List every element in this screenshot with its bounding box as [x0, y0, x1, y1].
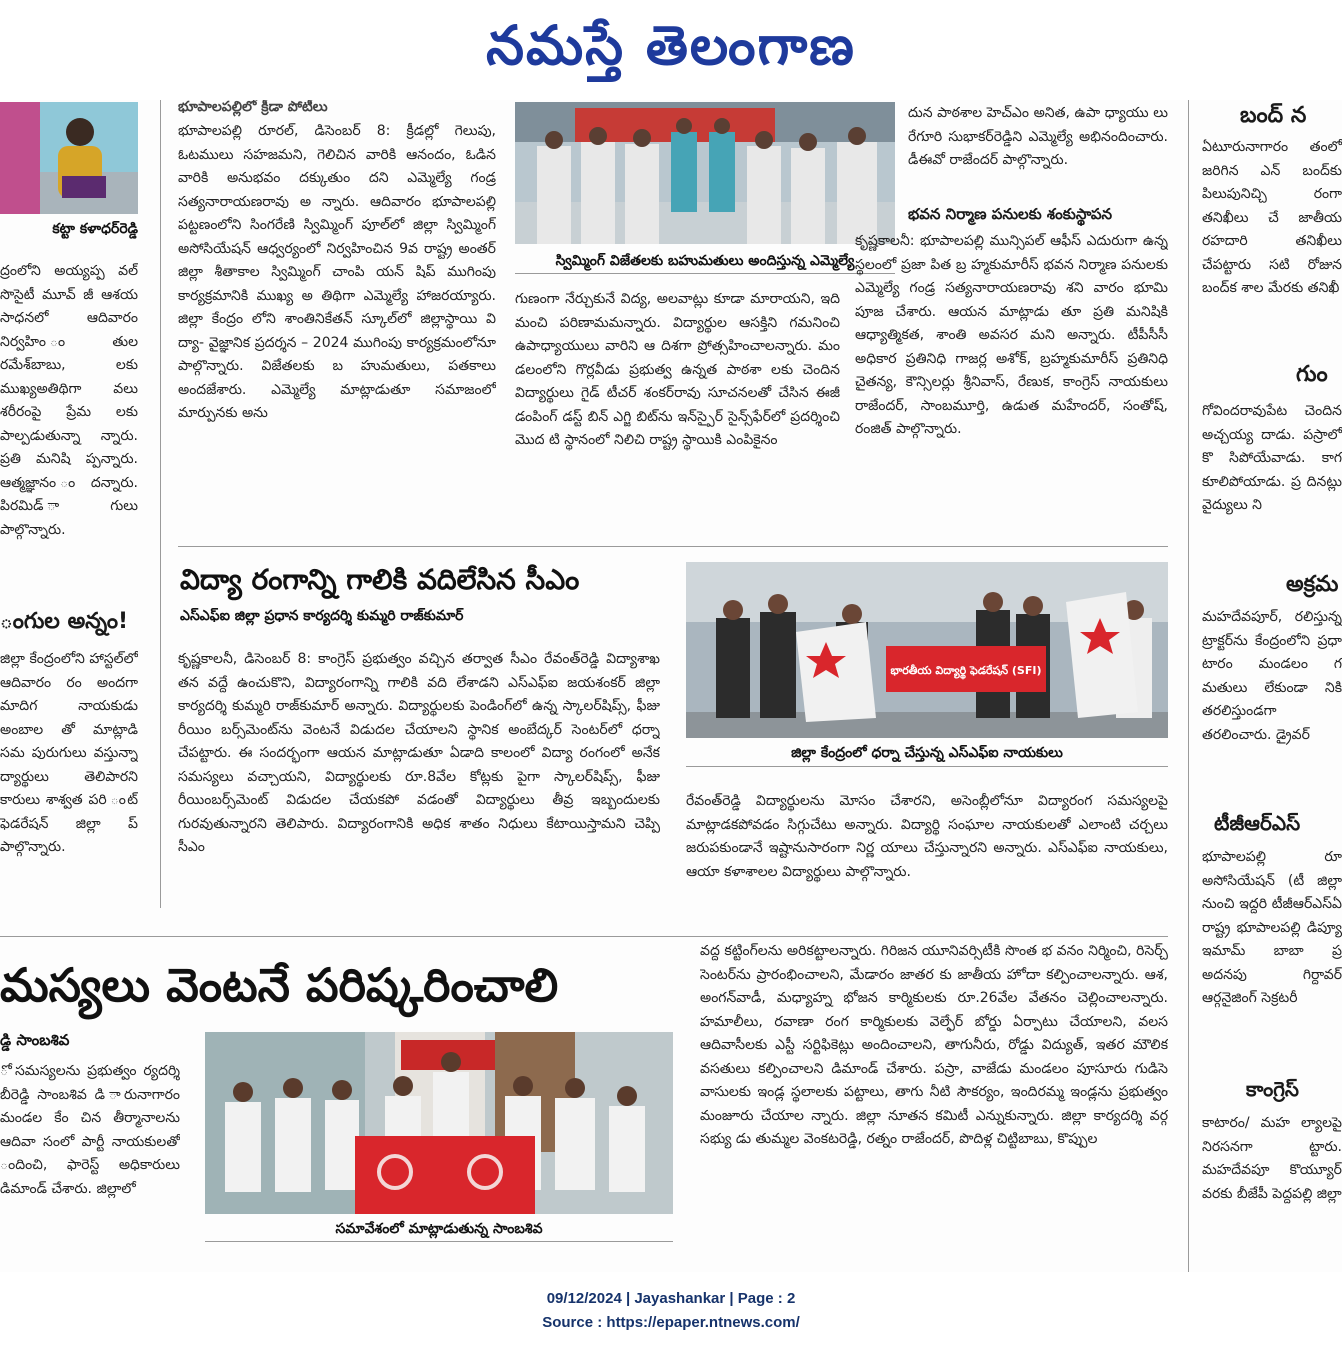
- story3-body-right: వద్ద కట్టింగ్‌లను అరికట్టాలన్నారు. గిరిజన యూనివర్సిటీకి సొంత భ వనం నిర్మించి, రిసెర్చ్ సెంటర్‌ను ప్రారంభించాలని, మేడారం జాతర కు జాతీయ హోదా కల్పించాలన్నారు. ఆశ, అంగన్‌వాడీ, మధ్యాహ్న భోజన కార్మికులకు రూ.26వేల వేతనం చెల్లించాలన్నారు. హమాలీలు, రవాణా రంగ కార్మికులకు వెల్ఫేర్ బోర్డు ఏర్పాటు చేయాలని, వలస ఆదివాసీలకు ఎస్టీ సర్టిఫికెట్లు అందించాలని, తాగునీరు, రోడ్డు విద్యుత్, ఇతర మౌలిక వసతులు కల్పించాలని డిమాండ్ చేశారు. పస్రా, వాజేడు మండలం పూసూరు గుడిసె వాసులకు ఇండ్ల స్థలాలకు పట్టాలు, తాగు నీటి సౌకర్యం, ఇందిరమ్మ ఇండ్లను ప్రభుత్వం మంజూరు చేయాల న్నారు. జిల్లా నూతన కమిటీ ఎన్నుకున్నారు. జిల్లా కార్యదర్శి వర్గ సభ్యు డు తుమ్మల వెంకటరెడ్డి, రత్నం రాజేందర్, పొదిళ్ల చిట్టిబాబు, కొప్పుల: [700, 943, 1168, 1147]
- cpi-meeting-photo: [205, 1032, 673, 1214]
- swimming-photo-caption: స్విమ్మింగ్ విజేతలకు బహుమతులు అందిస్తున్న ఎమ్మెల్యే: [555, 253, 855, 269]
- right-headline-3: అక్రమ: [1286, 572, 1339, 597]
- swimming-award-photo: [515, 102, 895, 244]
- story2-body: కృష్ణకాలనీ, డిసెంబర్ 8: కాంగ్రెస్ ప్రభుత్వం వచ్చిన తర్వాత సీఎం రేవంత్‌రెడ్డి విద్యాశాఖ తన వద్దే ఉంచుకొని, విద్యారంగాన్ని గాలికి వది లేశాడని ఎస్ఎఫ్ఐ జయశంకర్ జిల్లా కార్యదర్శి కుమ్మరి రాజ్‌కుమార్ అన్నారు. విద్యార్థులకు పెండింగ్‌లో ఉన్న స్కాలర్‌షిప్స్, ఫీజు రీయిం బర్స్‌మెంట్‌ను వెంటనే విడుదల చేయాలని స్థానిక అంబేద్కర్ సెంటర్‌లో ధర్నా చేపట్టారు. ఈ సందర్భంగా ఆయన మాట్లాడుతూ ఏడాది కాలంలో విద్యా రంగంలో అనేక సమస్యలు వచ్చాయని, విద్యార్థులకు రూ.8వేల కోట్లకు పైగా స్కాలర్‌షిప్స్, ఫీజు రీయింబర్స్‌మెంట్ విడుదల చేయకపో వడంతో విద్యార్థులు తీవ్ర ఇబ్బందులకు గురవుతున్నారని తెలిపారు. విద్యారంగానికి అధిక శాతం నిధులు కేటాయిస్తామని చెప్పి సీఎం: [178, 651, 660, 855]
- caption-underline: [686, 766, 1168, 767]
- story3-headline: మస్యలు వెంటనే పరిష్కరించాలి: [0, 958, 559, 1012]
- caption-underline: [515, 273, 895, 274]
- right-story-1: ఏటూరునాగారం తంలో జరిగిన ఎన్ బంద్‌కు పిలుపునిచ్చి రంగా తనిఖీలు చే జాతీయ రహదారి తనిఖీలు చేపట్టారు సటి రోజున బంద్‌క శాల మేరకు తనిఖీ: [1202, 139, 1342, 296]
- right-headline-2: గుం: [1296, 362, 1328, 387]
- column-rule: [160, 100, 161, 908]
- right-story-5: కాటారం/ మహ ల్యాలపై నిరసనగా ట్టారు. మహదేవపూ కొయ్యూర్ వరకు బీజేపీ పెద్దపల్లి జిల్లా: [1202, 1115, 1342, 1202]
- story-divider: [178, 546, 1168, 547]
- left-story-body: ద్రంలోని అయ్యప్ప వల్ సొసైటీ మూవ్ జీ ఆశయ సాధనలో ఆదివారం నిర్వహిం ంతుల రమేశ్‌బాబు, లకు ముఖ్యఅతిథిగా వలు శరీరంపై ప్రేమ లకు పాల్పడుతున్నా న్నారు. ప్రతి మనిషి ప్పన్నారు. ఆత్మజ్ఞానం ందన్నారు. పిరమిడ్ ాగులు పాల్గొన్నారు.: [0, 263, 138, 538]
- column-rule: [1188, 100, 1189, 1272]
- award-ceremony-image: [515, 102, 895, 244]
- cpi-hammer-sickle-flag-icon: [355, 1136, 535, 1214]
- story1-body: భూపాలపల్లి రూరల్, డిసెంబర్ 8: క్రీడల్లో గెలుపు, ఓటములు సహజమని, గెలిచిన వారికి ఆనందం, ఓడిన వారికి అనుభవం దక్కుతుం దని ఎమ్మెల్యే గండ్ర సత్యనారాయణరావు అ న్నారు. ఆదివారం భూపాలపల్లి పట్టణంలోని సింగరేణి స్విమ్మింగ్ పూల్‌లో జిల్లా స్విమ్మింగ్ అసోసియేషన్ ఆధ్వర్యంలో నిర్వహించిన 9వ రాష్ట్ర అంతర్ జిల్లా శీతాకాల స్విమ్మింగ్ చాంపి యన్ షిప్ ముగింపు కార్యక్రమానికి ముఖ్య అ తిథిగా ఎమ్మెల్యే హాజరయ్యారు. జిల్లా కేంద్రం లోని శాంతినికేతన్ స్కూల్‌లో జిల్లాస్థాయి వి ద్యా- వైజ్ఞానిక ప్రదర్శన – 2024 ముగింపు కార్యక్రమంలోనూ పాల్గొన్నారు. విజేతలకు బ హుమతులు, పతకాలు అందజేశారు. ఎమ్మెల్యే మాట్లాడుతూ సమాజంలో మార్పునకు అను: [178, 123, 496, 421]
- story2-body-continued: రేవంత్‌రెడ్డి విద్యార్థులను మోసం చేశారని, అసెంబ్లీలోనూ విద్యారంగ సమస్యలపై మాట్లాడకపోవడం సిగ్గుచేటు అన్నారు. విద్యార్థి సంఘాల నాయకులతో ఎలాంటి చర్చలు జరుపకుండానే ఇష్టానుసారంగా నిర్ణ యాలు చేస్తున్నారని అన్నారు. ఎస్ఎఫ్ఐ నాయకులు, ఆయా కళాశాలల విద్యార్థులు పాల్గొన్నారు.: [686, 793, 1168, 880]
- right-headline-1: బంద్ న: [1240, 103, 1307, 128]
- portrait-image: [0, 102, 138, 214]
- right-story-3: మహదేవపూర్, రలిస్తున్న ట్రాక్టర్‌ను కేంద్రంలోని ప్రధా టారం మండలం గ మతులు లేకుండా నికి తరలిస్తుండగా తరలించారు. డ్రైవర్: [1202, 609, 1342, 743]
- left-story2-body: జిల్లా కేంద్రంలోని హాస్టల్‌లో ఆదివారం రం అందగా మాదిగ నాయకుడు అంబాల తో మాట్లాడి సమ పురుగులు వస్తున్నా ద్యార్థులు తెలిపారని కారులు శాశ్వత పరి ంట్ ఫెడరేషన్ జిల్లా ప్ పాల్గొన్నారు.: [0, 651, 138, 855]
- protest-banner-text: భారతీయ విద్యార్థి ఫెడరేషన్ (SFI): [890, 664, 1042, 677]
- story2-subhead: ఎస్ఎఫ్ఐ జిల్లా ప్రధాన కార్యదర్శి కుమ్మరి రాజ్‌కుమార్: [180, 608, 464, 624]
- left-photo-caption: కట్టా కళాధర్‌రెడ్డి: [52, 221, 138, 237]
- footer-edition-info: 09/12/2024 | Jayashankar | Page : 2: [546, 1290, 796, 1307]
- right-headline-5: కాంగ్రెస్: [1246, 1077, 1299, 1101]
- footer-source-link[interactable]: Source : https://epaper.ntnews.com/: [542, 1314, 800, 1331]
- story1-kicker: భూపాలపల్లిలో క్రీడా పోటీలు: [178, 100, 328, 115]
- story1-subhead: భవన నిర్మాణ పనులకు శంకుస్థాపన: [908, 205, 1113, 223]
- right-story-4: భూపాలపల్లి రూ అసోసియేషన్ (టీ జిల్లా నుంచి ఇద్దరి టీజీఆర్ఎస్ఏ రాష్ట్ర భూపాలపల్లి డిప్యూ ఇమామ్ బాబా ప్ర అదనపు గిర్దావర్ ఆర్గనైజింగ్ సెక్రటరీ: [1202, 849, 1342, 1006]
- left-portrait-photo: [0, 102, 138, 214]
- left-headline: ంగుల అన్నం!: [0, 609, 129, 634]
- story-divider: [0, 936, 1168, 937]
- story3-subhead: డ్డి సాంబశివ: [0, 1031, 70, 1049]
- meeting-photo-caption: సమావేశంలో మాట్లాడుతున్న సాంబశివ: [335, 1221, 543, 1237]
- caption-underline: [205, 1241, 673, 1242]
- story1-body-right-top: దున పాఠశాల హెచ్‌ఎం అనిత, ఉపా ధ్యాయు లు రేగూరి సుభాకర్‌రెడ్డిని ఎమ్మెల్యే అభినందించారు. డీఈవో రాజేందర్ పాల్గొన్నారు.: [908, 105, 1168, 168]
- story1-body-continued: గుణంగా నేర్చుకునే విద్య, అలవాట్లు కూడా మారాయని, ఇది మంచి పరిణామమన్నారు. విద్యార్థుల ఆసక్తిని గమనించి ఉపాధ్యాయులు వారిని ఆ దిశగా ప్రోత్సహించాలన్నారు. మం డలంలోని గొర్లవీడు ప్రభుత్వ ఉన్నత పాఠశా లకు చెందిన విద్యార్థులు గైడ్ టీచర్ శంకర్‌రావు సూచనలతో చేసిన ఈజీ డంపింగ్ డస్ట్ బిన్ ఎగ్జి బిట్‌ను ఇన్‌స్పైర్ సైన్స్‌ఫేర్‌లో ప్రదర్శించి మొద టి స్థానంలో నిలిచి రాష్ట్ర స్థాయికి ఎంపికైనం: [515, 291, 840, 448]
- sfi-photo-caption: జిల్లా కేంద్రంలో ధర్నా చేస్తున్న ఎస్ఎఫ్ఐ నాయకులు: [791, 745, 1063, 761]
- protest-image: [686, 562, 1168, 738]
- story1-body-right: కృష్ణకాలనీ: భూపాలపల్లి మున్సిపల్ ఆఫీస్ ఎదురుగా ఉన్న స్థలంలో ప్రజా పిత బ్ర హ్మకుమారీస్ భవన నిర్మాణ పనులకు ఎమ్మెల్యే గండ్ర సత్యనారాయణరావు శని వారం భూమి పూజ చేశారు. ఆయన మాట్లాడు తూ ప్రతి మనిషికి ఆధ్యాత్మికత, శాంతి అవసర మని అన్నారు. టీపీసీసీ అధికార ప్రతినిధి గాజర్ల అశోక్, బ్రహ్మకుమారీస్ ప్రతినిధి చైతన్య, కౌన్సిలర్లు శ్రీనివాస్, రేణుక, కాంగ్రెస్ నాయకులు రాజేందర్, సాంబమూర్తి, ఉడుత మహేందర్, సంతోష్, రంజిత్ పాల్గొన్నారు.: [855, 233, 1168, 437]
- meeting-image: [205, 1032, 673, 1214]
- right-headline-4: టీజీఆర్ఎస్: [1214, 811, 1301, 835]
- right-story-2: గోవిందరావుపేట చెందిన అచ్చయ్య దాడు. పస్రాలో కొ సిపోయేవాడు. కాగ కూలిపోయాడు. ప్ర దినట్లు వైద్యులు ని: [1202, 403, 1342, 513]
- masthead-title: నమస్తే తెలంగాణ: [486, 13, 856, 77]
- story2-headline: విద్యా రంగాన్ని గాలికి వదిలేసిన సీఎం: [180, 563, 580, 596]
- newspaper-page: [0, 100, 1342, 1272]
- story3-body-left: ో సమస్యలను ప్రభుత్వం ర్యదర్శి బీరెడ్డి సాంబశివ డి ారునాగారం మండల కేం చిన తీర్మానాలను ఆదివా సంలో పార్టీ నాయకులతో ందించి, ఫారెస్ట్ అధికారులు డిమాండ్ చేశారు. జిల్లాలో: [0, 1063, 180, 1197]
- sfi-protest-photo: [686, 562, 1168, 738]
